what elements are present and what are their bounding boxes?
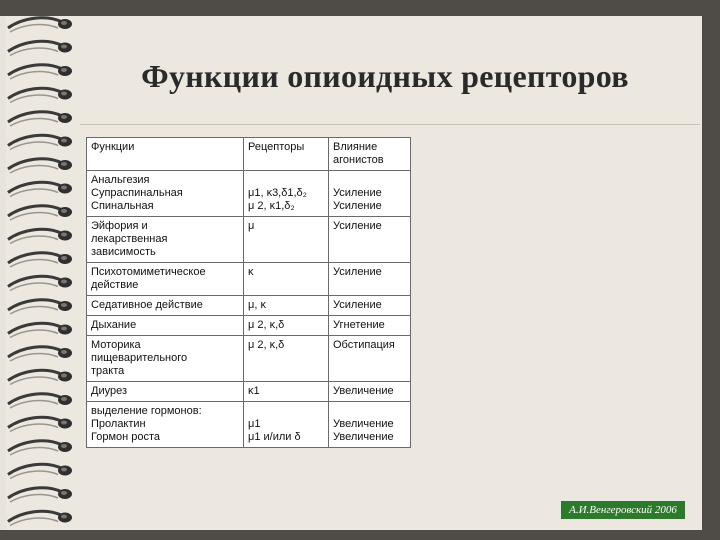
- table-cell: μ, κ: [244, 296, 329, 316]
- table-cell: Усиление Усиление: [329, 171, 411, 217]
- header-cell: Функции: [87, 138, 244, 171]
- table-cell: Усиление: [329, 217, 411, 263]
- spiral-binding-icon: [0, 0, 80, 540]
- table-row: [87, 402, 411, 448]
- table-cell: Моторика пищеварительного тракта: [87, 336, 244, 382]
- table-row: [87, 296, 411, 316]
- slide-title: Функции опиоидных рецепторов: [141, 58, 629, 94]
- table-cell: Обстипация: [329, 336, 411, 382]
- table-cell: Диурез: [87, 382, 244, 402]
- table-row: [87, 217, 411, 263]
- table-row: [87, 263, 411, 296]
- table-row: [87, 382, 411, 402]
- header-cell: Влияние агонистов: [329, 138, 411, 171]
- table-cell: Психотомиметическое действие: [87, 263, 244, 296]
- table-cell: Увеличение Увеличение: [329, 402, 411, 448]
- table-cell: Увеличение: [329, 382, 411, 402]
- header-cell: Рецепторы: [244, 138, 329, 171]
- receptor-table: [86, 137, 411, 448]
- table-row: [87, 171, 411, 217]
- table-header-row: [87, 138, 411, 171]
- table-cell: Усиление: [329, 263, 411, 296]
- table-cell: κ: [244, 263, 329, 296]
- table-cell: Седативное действие: [87, 296, 244, 316]
- table-cell: Усиление: [329, 296, 411, 316]
- frame-bottom: [0, 530, 720, 540]
- table-cell: μ: [244, 217, 329, 263]
- table-cell: Эйфория и лекарственная зависимость: [87, 217, 244, 263]
- table-cell: μ 2, κ,δ: [244, 336, 329, 382]
- table-cell: Дыхание: [87, 316, 244, 336]
- table-cell: Анальгезия Супраспинальная Спинальная: [87, 171, 244, 217]
- table-cell: κ1: [244, 382, 329, 402]
- author-credit: А.И.Венгеровский 2006: [560, 500, 686, 520]
- table-cell: μ1 μ1 и/или δ: [244, 402, 329, 448]
- table-row: [87, 336, 411, 382]
- table-cell: μ1, κ3,δ1,δ₂ μ 2, κ1,δ₂: [244, 171, 329, 217]
- table-cell: Угнетение: [329, 316, 411, 336]
- frame-top: [0, 0, 720, 16]
- title-divider: [80, 124, 700, 125]
- table-row: [87, 316, 411, 336]
- table-cell: μ 2, κ,δ: [244, 316, 329, 336]
- table-cell: выделение гормонов: Пролактин Гормон роста: [87, 402, 244, 448]
- frame-right: [702, 0, 720, 540]
